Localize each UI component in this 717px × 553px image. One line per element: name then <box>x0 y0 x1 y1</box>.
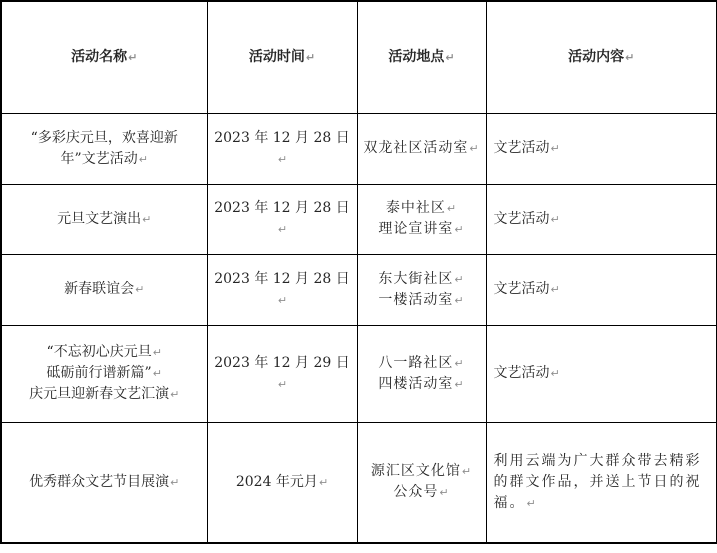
cell-text: 双龙社区活动室 <box>363 140 469 156</box>
paragraph-mark-icon: ↵ <box>454 356 465 370</box>
paragraph-mark-icon: ↵ <box>277 152 288 166</box>
cell-text-line <box>362 47 482 68</box>
cell-text: 新春联谊会 <box>64 281 135 297</box>
cell-content <box>486 325 717 422</box>
cell-text: 理论宣讲室 <box>378 221 454 237</box>
cell-text-line <box>6 47 203 68</box>
cell-text: 文艺活动 <box>493 140 550 156</box>
cell-text-line <box>362 138 482 159</box>
paragraph-mark-icon: ↵ <box>454 272 465 286</box>
cell-text: 四楼活动室 <box>378 375 454 392</box>
cell-text-line <box>494 493 711 514</box>
header-row <box>1 1 717 113</box>
cell-name <box>1 254 207 325</box>
cell-text: 元旦文艺演出 <box>57 210 142 227</box>
cell-time <box>207 325 357 422</box>
header-cell-name <box>1 1 207 113</box>
paragraph-mark-icon: ↵ <box>550 283 560 296</box>
paragraph-mark-icon: ↵ <box>526 496 538 510</box>
paragraph-mark-icon: ↵ <box>170 388 180 401</box>
cell-text-line <box>212 128 353 170</box>
paragraph-mark-icon: ↵ <box>138 152 148 166</box>
cell-text-line <box>362 482 482 503</box>
table-header <box>1 1 717 113</box>
cell-name <box>1 325 207 422</box>
cell-text: 年”文艺活动 <box>60 150 138 167</box>
cell-text-line <box>6 342 203 363</box>
table-row <box>1 113 717 184</box>
cell-text: 活动名称 <box>71 48 128 65</box>
table-row <box>1 254 717 325</box>
cell-text: 2023 年 12 月 28 日 <box>214 200 350 216</box>
cell-text: 2023 年 12 月 29 日 <box>214 354 350 371</box>
cell-text-line <box>494 209 711 230</box>
paragraph-mark-icon: ↵ <box>446 202 458 215</box>
cell-text: 2023 年 12 月 28 日 <box>214 270 350 287</box>
cell-content <box>486 254 717 325</box>
cell-text-line <box>494 451 711 472</box>
cell-text-line <box>6 472 203 493</box>
cell-text: 公众号 <box>393 484 439 501</box>
cell-text: 砥砺前行谱新篇” <box>46 365 152 381</box>
cell-name <box>1 184 207 254</box>
header-cell-place <box>357 1 486 113</box>
cell-text: 一楼活动室 <box>378 291 454 308</box>
cell-text: 文艺活动 <box>493 210 550 227</box>
cell-time <box>207 422 357 543</box>
cell-time <box>207 254 357 325</box>
cell-text-line <box>212 472 353 493</box>
table-row <box>1 325 717 422</box>
paragraph-mark-icon: ↵ <box>625 50 635 64</box>
paragraph-mark-icon: ↵ <box>454 293 465 307</box>
cell-text-line <box>212 269 353 311</box>
cell-text: 文艺活动 <box>493 365 550 381</box>
cell-place <box>357 254 486 325</box>
cell-text-line <box>362 269 482 290</box>
paragraph-mark-icon: ↵ <box>550 142 560 155</box>
cell-name <box>1 422 207 543</box>
paragraph-mark-icon: ↵ <box>135 283 145 296</box>
cell-place <box>357 184 486 254</box>
cell-name <box>1 113 207 184</box>
paragraph-mark-icon: ↵ <box>152 346 162 359</box>
cell-text-line <box>362 198 482 219</box>
paragraph-mark-icon: ↵ <box>318 475 329 489</box>
paragraph-mark-icon: ↵ <box>461 465 473 479</box>
cell-text: 东大街社区 <box>378 270 454 287</box>
cell-text-line <box>212 47 353 68</box>
cell-text: 利用云端为广大群众带去精彩 <box>493 452 702 469</box>
cell-text-line <box>494 363 711 384</box>
cell-text-line <box>494 138 711 159</box>
cell-text-line <box>6 149 203 170</box>
paragraph-mark-icon: ↵ <box>469 142 480 155</box>
cell-time <box>207 184 357 254</box>
paragraph-mark-icon: ↵ <box>277 293 288 307</box>
cell-text: 源汇区文化馆 <box>370 463 461 480</box>
cell-text-line <box>212 198 353 240</box>
paragraph-mark-icon: ↵ <box>550 212 560 226</box>
cell-text: “多彩庆元旦，欢喜迎新 <box>30 129 178 146</box>
cell-content <box>486 184 717 254</box>
cell-text-line <box>6 363 203 384</box>
paragraph-mark-icon: ↵ <box>170 475 180 489</box>
cell-text: 2023 年 12 月 28 日 <box>214 129 350 146</box>
cell-place <box>357 325 486 422</box>
paragraph-mark-icon: ↵ <box>550 367 560 380</box>
paragraph-mark-icon: ↵ <box>152 367 162 380</box>
paragraph-mark-icon: ↵ <box>445 50 455 64</box>
paragraph-mark-icon: ↵ <box>454 377 465 391</box>
cell-text: 2024 年元月 <box>235 473 318 490</box>
cell-text: 的群文作品，并送上节日的祝 <box>493 473 702 490</box>
header-cell-content <box>486 1 717 113</box>
cell-content <box>486 422 717 543</box>
cell-content <box>486 113 717 184</box>
cell-text-line <box>494 472 711 493</box>
cell-text-line <box>6 384 203 405</box>
cell-text-line <box>6 209 203 230</box>
paragraph-mark-icon: ↵ <box>439 486 450 500</box>
cell-text-line <box>362 219 482 240</box>
cell-text-line <box>6 279 203 300</box>
paragraph-mark-icon: ↵ <box>142 212 152 226</box>
cell-text: 文艺活动 <box>493 281 550 297</box>
cell-place <box>357 422 486 543</box>
cell-text: 活动地点 <box>388 48 445 65</box>
cell-place <box>357 113 486 184</box>
table-row <box>1 184 717 254</box>
cell-time <box>207 113 357 184</box>
table-body <box>1 113 717 543</box>
table-row <box>1 422 717 543</box>
cell-text: “不忘初心庆元旦 <box>46 344 152 360</box>
cell-text-line <box>362 461 482 482</box>
cell-text-line <box>362 374 482 395</box>
cell-text-line <box>6 128 203 149</box>
cell-text: 优秀群众文艺节目展演 <box>29 473 170 490</box>
header-cell-time <box>207 1 357 113</box>
cell-text: 福。 <box>493 494 526 511</box>
cell-text: 八一路社区 <box>378 354 454 371</box>
paragraph-mark-icon: ↵ <box>277 377 288 391</box>
cell-text-line <box>362 353 482 374</box>
paragraph-mark-icon: ↵ <box>277 223 288 236</box>
cell-text-line <box>491 47 713 68</box>
cell-text: 泰中社区 <box>385 200 446 216</box>
cell-text-line <box>212 353 353 395</box>
cell-text: 活动时间 <box>248 48 305 65</box>
cell-text: 活动内容 <box>568 48 625 65</box>
cell-text: 庆元旦迎新春文艺汇演 <box>29 386 170 402</box>
cell-text-line <box>494 279 711 300</box>
paragraph-mark-icon: ↵ <box>454 223 465 236</box>
cell-text-line <box>362 290 482 311</box>
paragraph-mark-icon: ↵ <box>128 50 138 64</box>
paragraph-mark-icon: ↵ <box>305 50 316 64</box>
